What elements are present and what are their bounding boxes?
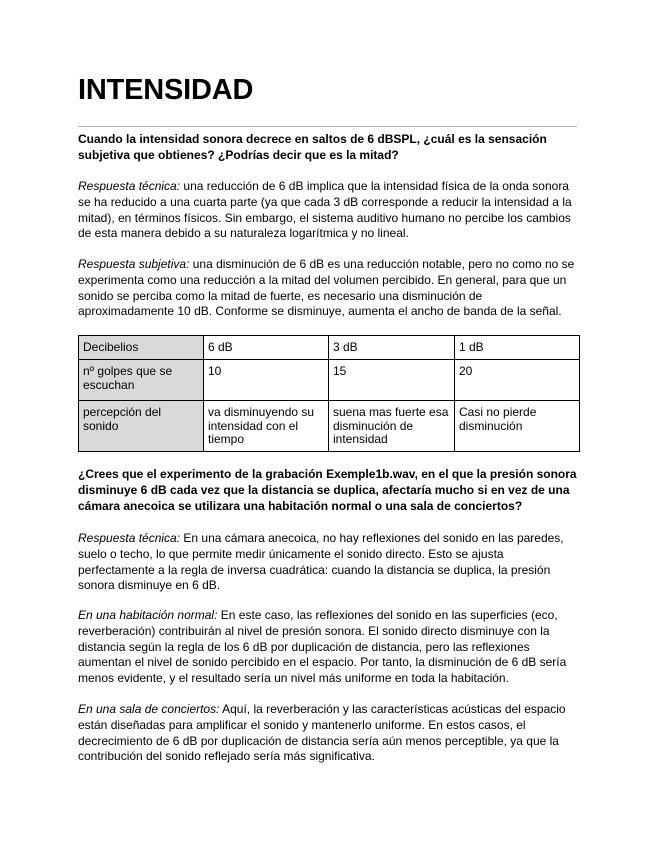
- answer-1-subjective-label: Respuesta subjetiva:: [78, 257, 190, 271]
- table-row: [79, 360, 580, 401]
- answer-2-normal-room-label: En una habitación normal:: [78, 608, 218, 622]
- answer-1-subjective: [78, 257, 580, 320]
- table-cell: Decibelios: [79, 336, 204, 360]
- answer-2-technical-text: En una cámara anecoica, no hay reflexiones del sonido en las paredes, suelo o techo, lo que permite medir únicamente el sonido directo. Esto se ajusta perfectamente a la regla de inversa cuadrática: cuando la distancia se duplica, la presión sonora disminuye en 6 dB.: [78, 531, 564, 593]
- answer-2-normal-room: [78, 608, 580, 687]
- question-1: Cuando la intensidad sonora decrece en saltos de 6 dBSPL, ¿cuál es la sensación subjetiva que obtienes? ¿Podrías decir que es la mitad?: [78, 132, 547, 162]
- answer-2-normal-room-text: En este caso, las reflexiones del sonido en las superficies (eco, reverberación) contribuirán al nivel de presión sonora. El sonido directo disminuye con la distancia según la regla de los 6 dB por duplicación de distancia, pero las reflexiones aumentan el nivel de sonido percibido en el espacio. Por tanto, la disminución de 6 dB sería menos evidente, y el resultado sería un nivel más uniforme en toda la habitación.: [78, 608, 567, 686]
- answer-1-technical: [78, 179, 580, 242]
- answer-2-technical: [78, 531, 580, 594]
- table-cell: 1 dB: [455, 336, 580, 360]
- answer-2-concert-hall-label: En una sala de conciertos:: [78, 702, 220, 716]
- table-cell: 15: [329, 360, 455, 401]
- table-cell: 3 dB: [329, 336, 455, 360]
- table-cell: Casi no pierde disminución: [455, 401, 580, 452]
- answer-2-concert-hall-text: Aquí, la reverberación y las características acústicas del espacio están diseñadas para amplificar el sonido y mantenerlo uniforme. En estos casos, el decrecimiento de 6 dB por duplicación de distancia sería aún menos perceptible, ya que la contribución del sonido reflejado sería más significativa.: [78, 702, 566, 764]
- table-cell: percepción del sonido: [79, 401, 204, 452]
- table-cell: 20: [455, 360, 580, 401]
- answer-2-technical-label: Respuesta técnica:: [78, 531, 181, 545]
- page-title: INTENSIDAD: [78, 74, 254, 106]
- table-row: [79, 336, 580, 360]
- answer-1-technical-text: una reducción de 6 dB implica que la intensidad física de la onda sonora se ha reducido a una cuarta parte (ya que cada 3 dB corresponde a reducir la intensidad a la mitad), en términos físicos. Sin embargo, el sistema auditivo humano no percibe los cambios de esta manera debido a su naturaleza logarítmica y no lineal.: [78, 179, 572, 241]
- answer-1-technical-label: Respuesta técnica:: [78, 179, 181, 193]
- results-table: [78, 335, 580, 452]
- table-cell: 10: [204, 360, 329, 401]
- table-cell: suena mas fuerte esa disminución de intensidad: [329, 401, 455, 452]
- table-row: [79, 401, 580, 452]
- table-cell: nº golpes que se escuchan: [79, 360, 204, 401]
- answer-2-concert-hall: [78, 702, 580, 765]
- answer-1-subjective-text: una disminución de 6 dB es una reducción notable, pero no como no se experimenta como una reducción a la mitad del volumen percibido. En general, para que un sonido se perciba como la mitad de fuerte, es necesario una disminución de aproximadamente 10 dB. Conforme se disminuye, aumenta el ancho de banda de la señal.: [78, 257, 575, 319]
- table-cell: va disminuyendo su intensidad con el tiempo: [204, 401, 329, 452]
- title-divider: [78, 126, 577, 127]
- question-2: ¿Crees que el experimento de la grabación Exemple1b.wav, en el que la presión sonora disminuye 6 dB cada vez que la distancia se duplica, afectaría mucho si en vez de una cámara anecoica se utilizara una habitación normal o una sala de conciertos?: [78, 467, 577, 513]
- table-cell: 6 dB: [204, 336, 329, 360]
